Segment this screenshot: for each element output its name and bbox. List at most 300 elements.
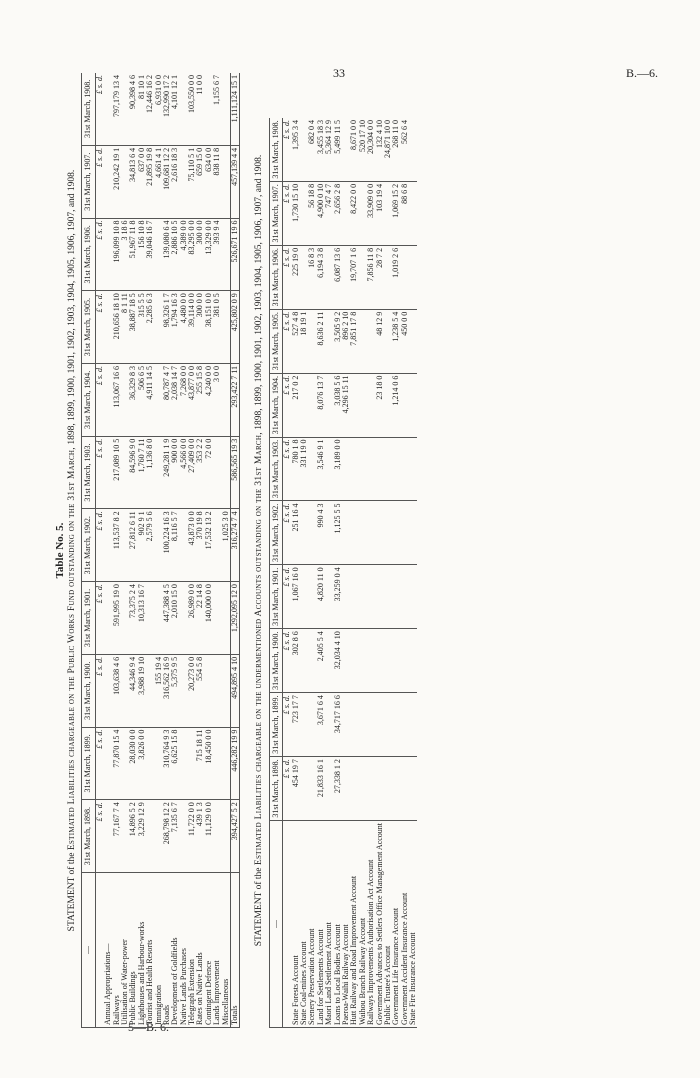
table-cell bbox=[146, 727, 154, 800]
table-cell bbox=[367, 693, 375, 757]
table-cell: 2,579 5 6 bbox=[146, 509, 154, 582]
table-row bbox=[401, 118, 409, 1028]
table-cell: 2,616 18 3 bbox=[171, 145, 179, 218]
table-cell: 103,638 4 6 bbox=[113, 654, 121, 727]
table-cell: 20,304 0 0 bbox=[367, 118, 375, 181]
table-cell: 34,813 6 4 bbox=[129, 145, 137, 218]
table-cell: 139,080 6 4 bbox=[163, 218, 171, 291]
row-label: Railways Improvements Authorisation Act Account bbox=[367, 820, 375, 1027]
table2-caption bbox=[254, 73, 265, 1028]
table-cell bbox=[376, 629, 384, 693]
table-cell bbox=[359, 565, 367, 629]
table-cell bbox=[392, 501, 400, 565]
table2-caption-main: Estimated Liabilities chargeable on the undermentioned Accounts outstanding on the 31st March, bbox=[254, 432, 265, 866]
table-cell: 747 4 7 bbox=[325, 181, 333, 245]
table-cell: 84,596 9 0 bbox=[129, 436, 137, 509]
table-cell: 43,877 0 0 bbox=[188, 363, 196, 436]
table-cell: 723 17 7 bbox=[292, 693, 300, 757]
table-cell: 11,129 0 0 bbox=[205, 800, 213, 873]
table-cell: 8,422 0 0 bbox=[350, 181, 358, 245]
table-cell: 33,259 0 4 bbox=[334, 565, 342, 629]
table-cell bbox=[376, 693, 384, 757]
table-cell: 5,499 11 5 bbox=[334, 118, 342, 181]
column-header: 31st March, 1903. bbox=[269, 437, 282, 501]
table-cell: 34,717 16 6 bbox=[334, 693, 342, 757]
table-cell bbox=[384, 565, 392, 629]
table-cell bbox=[384, 757, 392, 821]
table-cell: 634 0 0 bbox=[205, 145, 213, 218]
table-cell: 268 11 0 bbox=[392, 118, 400, 181]
table-cell: 2,656 2 8 bbox=[334, 181, 342, 245]
table-cell: 83,295 0 0 bbox=[188, 218, 196, 291]
table-cell: 90,398 4 6 bbox=[129, 73, 137, 145]
table-cell: 3,826 0 0 bbox=[138, 727, 146, 800]
row-label: Lighthouses and Harbour-works bbox=[138, 873, 146, 1028]
column-header: 31st March, 1900. bbox=[82, 654, 95, 727]
column-header: 31st March, 1901. bbox=[269, 565, 282, 629]
table-cell: 4,240 0 0 bbox=[205, 363, 213, 436]
table-cell: 353 2 2 bbox=[196, 436, 204, 509]
table-cell: 268,798 12 2 bbox=[163, 800, 171, 873]
table-cell: 27,338 1 2 bbox=[334, 757, 342, 821]
table-cell: 4,389 0 0 bbox=[180, 218, 188, 291]
unit-cell: £ s. d. bbox=[95, 582, 104, 655]
table-cell: 393 9 4 bbox=[213, 218, 221, 291]
table-row bbox=[213, 73, 221, 1028]
table-row bbox=[196, 73, 204, 1028]
table-cell: 1,395 3 4 bbox=[292, 118, 300, 181]
table-cell: 1,067 16 0 bbox=[292, 565, 300, 629]
unit-row bbox=[95, 73, 104, 1028]
row-label: Contingent Defence bbox=[205, 873, 213, 1028]
table-cell: 591,995 19 0 bbox=[113, 582, 121, 655]
table-cell: 2,405 5 4 bbox=[317, 629, 325, 693]
unit-cell: £ s. d. bbox=[283, 437, 292, 501]
column-header: 31st March, 1905. bbox=[82, 291, 95, 364]
table-cell: 210,242 19 1 bbox=[113, 145, 121, 218]
totals-cell: 293,422 7 11 bbox=[231, 363, 240, 436]
table-cell bbox=[392, 437, 400, 501]
table-cell: 520 17 10 bbox=[359, 118, 367, 181]
table-cell: 73,375 2 4 bbox=[129, 582, 137, 655]
column-header: 31st March, 1908. bbox=[269, 118, 282, 181]
table-cell bbox=[359, 757, 367, 821]
table-cell: 14,896 5 2 bbox=[129, 800, 137, 873]
table-cell: 3,671 6 4 bbox=[317, 693, 325, 757]
table-cell bbox=[213, 582, 221, 655]
column-header: 31st March, 1901. bbox=[82, 582, 95, 655]
table-cell: 21,833 16 1 bbox=[317, 757, 325, 821]
unit-cell: £ s. d. bbox=[283, 181, 292, 245]
table-cell: 990 4 3 bbox=[317, 501, 325, 565]
table2-caption-pre: STATEMENT of the bbox=[254, 865, 265, 947]
unit-cell: £ s. d. bbox=[95, 73, 104, 145]
table-cell: 316,562 16 9 bbox=[163, 654, 171, 727]
table-cell: 1,125 5 5 bbox=[334, 501, 342, 565]
row-label: Public Trustee's Account bbox=[384, 820, 392, 1027]
table-cell bbox=[401, 757, 409, 821]
table-cell: 103,550 0 0 bbox=[188, 73, 196, 145]
totals-label: Totals bbox=[231, 873, 240, 1028]
table-cell bbox=[342, 693, 350, 757]
table-cell: 3,229 12 9 bbox=[138, 800, 146, 873]
table-cell: 3 0 0 bbox=[213, 363, 221, 436]
table-row bbox=[104, 73, 112, 1028]
totals-cell: 1,292,095 12 0 bbox=[231, 582, 240, 655]
table-cell: 7,268 0 0 bbox=[180, 363, 188, 436]
table-cell: 454 19 7 bbox=[292, 757, 300, 821]
table-cell: 196,099 10 8 bbox=[113, 218, 121, 291]
table-cell: 838 11 8 bbox=[213, 145, 221, 218]
table-cell: 1,794 16 3 bbox=[171, 291, 179, 364]
table-cell bbox=[359, 693, 367, 757]
table-cell: 1,214 0 6 bbox=[392, 373, 400, 437]
table-cell: 225 19 0 bbox=[292, 245, 300, 309]
table-cell: 4,900 0 10 bbox=[317, 181, 325, 245]
table-cell: 4,296 15 11 bbox=[342, 373, 350, 437]
table-cell: 310,764 9 3 bbox=[163, 727, 171, 800]
unit-cell: £ s. d. bbox=[283, 501, 292, 565]
table-cell: 24,871 10 0 bbox=[384, 118, 392, 181]
table-cell bbox=[409, 501, 417, 565]
rotated-tables bbox=[54, 73, 654, 1028]
table-cell: 8,671 0 0 bbox=[350, 118, 358, 181]
table-cell bbox=[409, 181, 417, 245]
table-cell: 100,224 16 3 bbox=[163, 509, 171, 582]
table-cell: 251 16 4 bbox=[292, 501, 300, 565]
column-header: 31st March, 1907. bbox=[82, 145, 95, 218]
table-cell: 39,114 0 0 bbox=[188, 291, 196, 364]
totals-cell: 526,671 19 6 bbox=[231, 218, 240, 291]
table-cell: 3,455 18 3 bbox=[317, 118, 325, 181]
table-cell: 6,087 13 6 bbox=[334, 245, 342, 309]
unit-cell: £ s. d. bbox=[283, 373, 292, 437]
totals-cell: 1,111,124 15 1 bbox=[231, 73, 240, 145]
table-cell: 51,967 11 8 bbox=[129, 218, 137, 291]
table-cell: 43,873 0 0 bbox=[188, 509, 196, 582]
table-cell bbox=[359, 309, 367, 373]
table-row bbox=[376, 118, 384, 1028]
table-cell: 1,730 15 10 bbox=[292, 181, 300, 245]
row-label: Annual Appropriations— bbox=[104, 873, 112, 1028]
column-header: 31st March, 1905. bbox=[269, 309, 282, 373]
table-row bbox=[129, 73, 137, 1028]
table-cell: 217,089 10 5 bbox=[113, 436, 121, 509]
table-cell: 10,313 16 7 bbox=[138, 582, 146, 655]
table-cell: 6,625 15 8 bbox=[171, 727, 179, 800]
table-cell bbox=[180, 727, 188, 800]
column-header: 31st March, 1902. bbox=[269, 501, 282, 565]
row-label: Native Lands Purchases bbox=[180, 873, 188, 1028]
table-cell: 1,069 15 2 bbox=[392, 181, 400, 245]
table-cell bbox=[359, 373, 367, 437]
row-label: Lands Improvement bbox=[213, 873, 221, 1028]
table-cell: 1,019 2 6 bbox=[392, 245, 400, 309]
totals-cell: 494,895 4 10 bbox=[231, 654, 240, 727]
row-label: Hutt Railway and Road Improvement Account bbox=[350, 820, 358, 1027]
table-cell: 75,110 5 1 bbox=[188, 145, 196, 218]
table-cell bbox=[342, 629, 350, 693]
table-row bbox=[171, 73, 179, 1028]
row-label: Government Life Insurance Account bbox=[392, 820, 400, 1027]
row-label: Utilisation of Water-power bbox=[121, 873, 129, 1028]
table-cell bbox=[392, 757, 400, 821]
row-label: Telegraph Extension bbox=[188, 873, 196, 1028]
table-cell: 4,911 14 5 bbox=[146, 363, 154, 436]
header-row bbox=[269, 118, 282, 1028]
table-cell: 28 7 2 bbox=[376, 245, 384, 309]
unit-cell: £ s. d. bbox=[283, 118, 292, 181]
table1-caption-years: 1898, 1899, 1900, 1901, 1902, 1903, 1904, 1905, 1906, 1907, and 1908. bbox=[67, 169, 77, 448]
table-cell: 39,046 16 7 bbox=[146, 218, 154, 291]
table-cell: 156 10 8 bbox=[138, 218, 146, 291]
table-cell bbox=[300, 693, 308, 757]
table-cell bbox=[409, 309, 417, 373]
table-cell: 27,409 0 0 bbox=[188, 436, 196, 509]
column-header: 31st March, 1908. bbox=[82, 73, 95, 145]
row-label: Rates on Native Lands bbox=[196, 873, 204, 1028]
table-cell: 33,909 0 0 bbox=[367, 181, 375, 245]
row-label: Government Advances to Settlers Office Management Account bbox=[376, 820, 384, 1027]
table-row bbox=[317, 118, 325, 1028]
table-cell bbox=[350, 629, 358, 693]
table-cell: 77,167 7 4 bbox=[113, 800, 121, 873]
table-row bbox=[180, 73, 188, 1028]
row-label: Maori Land Settlement Account bbox=[325, 820, 333, 1027]
table-cell: 8 1 11 bbox=[121, 291, 129, 364]
table-cell: 113,067 16 6 bbox=[113, 363, 121, 436]
table-cell: 900 0 0 bbox=[171, 436, 179, 509]
table-cell: 132,990 17 2 bbox=[163, 73, 171, 145]
table-cell bbox=[205, 654, 213, 727]
table-cell bbox=[401, 565, 409, 629]
table1 bbox=[81, 73, 240, 1028]
table-cell bbox=[367, 501, 375, 565]
table-cell: 8,076 13 7 bbox=[317, 373, 325, 437]
table-cell bbox=[376, 437, 384, 501]
unit-cell: £ s. d. bbox=[95, 145, 104, 218]
table-cell bbox=[300, 757, 308, 821]
table-cell bbox=[384, 437, 392, 501]
table-cell: 88 6 8 bbox=[401, 181, 409, 245]
table-cell: 7,851 17 8 bbox=[350, 309, 358, 373]
row-label: Loans to Local Bodies Account bbox=[334, 820, 342, 1027]
page-footer: 5—B. 6. bbox=[128, 1020, 170, 1034]
table-row bbox=[146, 73, 154, 1028]
table-cell: 302 8 6 bbox=[292, 629, 300, 693]
table-cell: 7,856 11 8 bbox=[367, 245, 375, 309]
table-cell: 20,273 0 0 bbox=[188, 654, 196, 727]
table-cell: 113,537 8 2 bbox=[113, 509, 121, 582]
table-cell bbox=[384, 501, 392, 565]
row-label: Land for Settlements Account bbox=[317, 820, 325, 1027]
page-code: B.—6. bbox=[626, 66, 659, 80]
table-cell bbox=[367, 565, 375, 629]
table-cell: 315 5 5 bbox=[138, 291, 146, 364]
table-cell bbox=[342, 565, 350, 629]
table-cell: 4,661 4 1 bbox=[155, 145, 163, 218]
table-row bbox=[121, 73, 129, 1028]
row-label: Immigration bbox=[155, 873, 163, 1028]
table-cell: 659 15 0 bbox=[196, 145, 204, 218]
table-cell: 3,189 0 0 bbox=[334, 437, 342, 501]
table-row bbox=[113, 73, 121, 1028]
table-cell: 370 19 8 bbox=[196, 509, 204, 582]
table-cell: 210,656 18 10 bbox=[113, 291, 121, 364]
table-cell: 381 0 5 bbox=[213, 291, 221, 364]
table-cell bbox=[146, 582, 154, 655]
table-cell: 3,038 5 6 bbox=[334, 373, 342, 437]
table-cell bbox=[409, 373, 417, 437]
table-cell: 1,760 7 11 bbox=[138, 436, 146, 509]
table-cell bbox=[300, 373, 308, 437]
row-label: Tourist and Health Resorts bbox=[146, 873, 154, 1028]
table-cell bbox=[367, 629, 375, 693]
row-label: Roads bbox=[163, 873, 171, 1028]
table-cell bbox=[300, 501, 308, 565]
table-cell: 447,388 4 5 bbox=[163, 582, 171, 655]
table-cell: 506 6 5 bbox=[138, 363, 146, 436]
unit-cell: £ s. d. bbox=[95, 291, 104, 364]
totals-cell: 394,427 5 2 bbox=[231, 800, 240, 873]
unit-cell: £ s. d. bbox=[95, 218, 104, 291]
column-header: 31st March, 1903. bbox=[82, 436, 95, 509]
table-cell bbox=[300, 565, 308, 629]
table-cell: 554 5 8 bbox=[196, 654, 204, 727]
table1-caption-main: Estimated Liabilities chargeable on the Public Works Fund outstanding on the 31st March, bbox=[67, 447, 77, 851]
page-number: 33 bbox=[333, 66, 345, 80]
table-cell bbox=[300, 629, 308, 693]
table-cell: 3 18 6 bbox=[121, 218, 129, 291]
column-header: 31st March, 1902. bbox=[82, 509, 95, 582]
column-header: 31st March, 1904. bbox=[269, 373, 282, 437]
row-label: Development of Goldfields bbox=[171, 873, 179, 1028]
table-cell: 38,887 18 5 bbox=[129, 291, 137, 364]
table-cell: 19,707 1 6 bbox=[350, 245, 358, 309]
column-header: 31st March, 1907. bbox=[269, 181, 282, 245]
row-label: State Forests Account bbox=[292, 820, 300, 1027]
column-header: 31st March, 1898. bbox=[82, 800, 95, 873]
table-cell bbox=[350, 757, 358, 821]
table-cell: 132 4 10 bbox=[376, 118, 384, 181]
table-row bbox=[334, 118, 342, 1028]
unit-cell: £ s. d. bbox=[95, 654, 104, 727]
table-cell: 18 19 1 bbox=[300, 309, 308, 373]
table-cell bbox=[213, 654, 221, 727]
table-cell: 80,787 4 7 bbox=[163, 363, 171, 436]
table-cell: 2,886 10 5 bbox=[171, 218, 179, 291]
table-cell: 21,895 19 8 bbox=[146, 145, 154, 218]
table-cell bbox=[392, 629, 400, 693]
table-cell bbox=[367, 757, 375, 821]
table-cell: 4,820 11 0 bbox=[317, 565, 325, 629]
row-label: Waihou Branch Railway Account bbox=[359, 820, 367, 1027]
table-cell: 1,238 5 4 bbox=[392, 309, 400, 373]
totals-row bbox=[231, 73, 240, 1028]
table-cell: 7,135 6 7 bbox=[171, 800, 179, 873]
column-header: 31st March, 1899. bbox=[82, 727, 95, 800]
row-label: State Coal-mines Account bbox=[300, 820, 308, 1027]
table-cell: 3,988 19 10 bbox=[138, 654, 146, 727]
table-cell: 48 12 9 bbox=[376, 309, 384, 373]
table-cell bbox=[401, 245, 409, 309]
table-cell bbox=[392, 565, 400, 629]
table-cell bbox=[213, 436, 221, 509]
table-cell: 637 0 0 bbox=[138, 145, 146, 218]
table-cell: 6,194 3 8 bbox=[317, 245, 325, 309]
table-cell: 1,136 8 0 bbox=[146, 436, 154, 509]
column-header: 31st March, 1906. bbox=[82, 218, 95, 291]
table-cell: 155 19 4 bbox=[155, 654, 163, 727]
table-cell: 1,155 6 7 bbox=[213, 73, 221, 145]
row-label: Government Accident Insurance Account bbox=[401, 820, 409, 1027]
column-header: 31st March, 1899. bbox=[269, 693, 282, 757]
table-cell: 12,446 16 2 bbox=[146, 73, 154, 145]
table-cell bbox=[146, 800, 154, 873]
totals-cell: 425,802 0 9 bbox=[231, 291, 240, 364]
table-row bbox=[138, 73, 146, 1028]
table-cell: 527 4 8 bbox=[292, 309, 300, 373]
unit-cell: £ s. d. bbox=[283, 629, 292, 693]
table-cell: 140,000 0 0 bbox=[205, 582, 213, 655]
table-cell bbox=[350, 437, 358, 501]
table-cell bbox=[384, 629, 392, 693]
table-cell: 5,364 12 9 bbox=[325, 118, 333, 181]
row-label: State Fire Insurance Account bbox=[409, 820, 417, 1027]
column-header: 31st March, 1906. bbox=[269, 245, 282, 309]
table-row bbox=[350, 118, 358, 1028]
table-cell bbox=[342, 757, 350, 821]
table-row bbox=[188, 73, 196, 1028]
table-cell: 8,636 2 11 bbox=[317, 309, 325, 373]
table-cell: 255 15 8 bbox=[196, 363, 204, 436]
row-label: Miscellaneous bbox=[222, 873, 231, 1028]
table-cell: 81 10 1 bbox=[138, 73, 146, 145]
column-header: 31st March, 1900. bbox=[269, 629, 282, 693]
table-row bbox=[409, 118, 417, 1028]
table-cell bbox=[401, 693, 409, 757]
table-cell: 17,532 13 2 bbox=[205, 509, 213, 582]
row-label: Railways bbox=[113, 873, 121, 1028]
table-cell: 217 0 2 bbox=[292, 373, 300, 437]
table-cell bbox=[392, 693, 400, 757]
table-cell bbox=[409, 565, 417, 629]
table-cell bbox=[376, 757, 384, 821]
table-cell: 300 0 0 bbox=[196, 218, 204, 291]
header-blank: — bbox=[269, 820, 282, 1027]
table-cell bbox=[409, 629, 417, 693]
unit-cell: £ s. d. bbox=[283, 693, 292, 757]
table-cell: 27,812 6 11 bbox=[129, 509, 137, 582]
table-row bbox=[222, 73, 231, 1028]
table-cell: 8,116 5 7 bbox=[171, 509, 179, 582]
table-cell: 562 6 4 bbox=[401, 118, 409, 181]
table-cell bbox=[213, 727, 221, 800]
table1-caption bbox=[67, 73, 78, 1028]
table-cell bbox=[376, 565, 384, 629]
table-cell: 98,326 1 7 bbox=[163, 291, 171, 364]
table-cell: 11 0 0 bbox=[196, 73, 204, 145]
column-header: 31st March, 1898. bbox=[269, 757, 282, 821]
table-cell bbox=[384, 693, 392, 757]
table-cell bbox=[409, 693, 417, 757]
table-cell bbox=[409, 245, 417, 309]
unit-cell: £ s. d. bbox=[283, 565, 292, 629]
table-cell: 77,870 15 4 bbox=[113, 727, 121, 800]
table-cell bbox=[401, 501, 409, 565]
table-cell: 331 19 0 bbox=[300, 437, 308, 501]
table-cell: 2,285 6 3 bbox=[146, 291, 154, 364]
